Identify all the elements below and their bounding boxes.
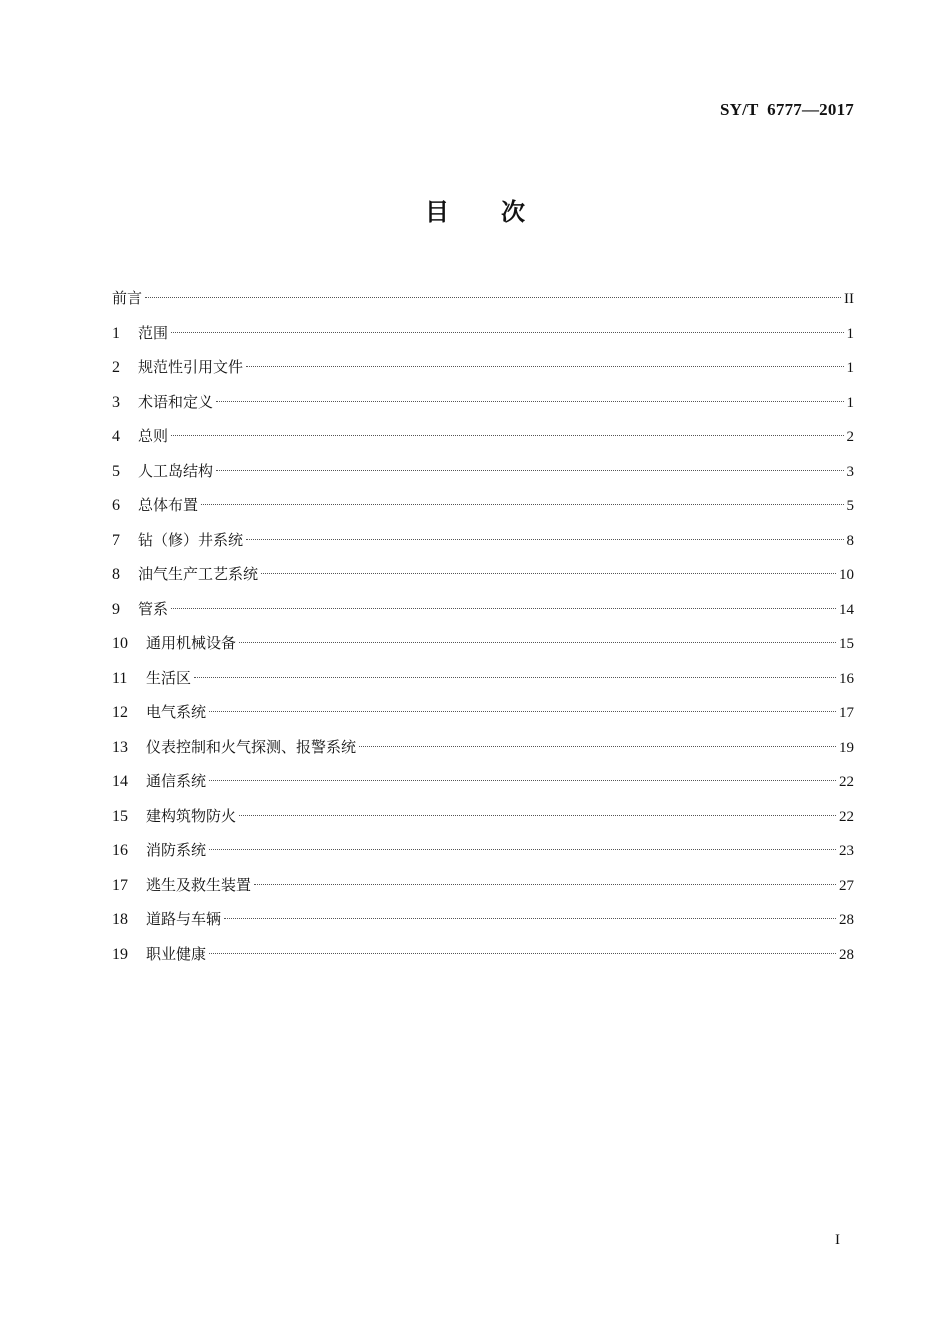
- toc-entry[interactable]: [112, 457, 854, 492]
- toc-entry-label: 道路与车辆: [146, 910, 222, 928]
- toc-entry-number: 9: [112, 600, 120, 618]
- dot-leader: [171, 332, 843, 333]
- dot-leader: [246, 539, 843, 540]
- standard-code: SY/T 6777—2017: [720, 100, 854, 119]
- toc-entry-page: 28: [839, 946, 854, 963]
- toc-entry-label: 范围: [138, 323, 169, 342]
- dot-leader: [239, 815, 836, 816]
- dot-leader: [239, 642, 836, 643]
- toc-entry-label: 通信系统: [146, 772, 207, 790]
- toc-entry-page: 10: [839, 567, 854, 583]
- toc-entry-number: 8: [112, 566, 120, 583]
- dot-leader: [359, 746, 836, 747]
- toc-entry-label: 油气生产工艺系统: [138, 565, 259, 583]
- toc-entry-foreword[interactable]: [112, 284, 854, 319]
- toc-entry-page: 19: [839, 739, 854, 756]
- toc-entry-label: 消防系统: [146, 841, 207, 859]
- toc-entry[interactable]: [112, 526, 854, 561]
- dot-leader: [201, 504, 843, 505]
- toc-entry[interactable]: [112, 353, 854, 388]
- toc-entry[interactable]: [112, 422, 854, 457]
- toc-title-char: 目: [425, 198, 449, 226]
- toc-entry[interactable]: [112, 629, 854, 664]
- dot-leader: [216, 470, 843, 471]
- toc-entry[interactable]: [112, 388, 854, 423]
- toc-entry-number: 5: [112, 462, 120, 480]
- toc-entry-page: 1: [846, 394, 854, 411]
- toc-entry-label: 总则: [138, 427, 169, 445]
- toc-entry-page: 22: [839, 774, 854, 790]
- toc-entry-page: 22: [839, 808, 854, 825]
- toc-entry-label: 职业健康: [146, 944, 207, 963]
- toc-entry-number: 11: [112, 669, 128, 687]
- toc-entry-page: 23: [839, 843, 854, 859]
- table-of-contents: [112, 284, 854, 974]
- toc-entry-number: 16: [112, 842, 128, 859]
- dot-leader: [224, 918, 836, 919]
- toc-entry-number: 13: [112, 738, 128, 756]
- toc-entry-label: 术语和定义: [138, 392, 214, 411]
- toc-entry-number: 3: [112, 393, 120, 411]
- dot-leader: [209, 849, 836, 850]
- toc-entry-number: 17: [112, 876, 128, 894]
- toc-entry-label: 建构筑物防火: [146, 806, 237, 825]
- toc-entry-label: 前言: [112, 289, 143, 307]
- toc-entry[interactable]: [112, 698, 854, 733]
- toc-entry[interactable]: [112, 664, 854, 699]
- toc-title-char: 次: [501, 198, 525, 226]
- toc-entry[interactable]: [112, 940, 854, 975]
- toc-entry-page: 1: [846, 325, 854, 342]
- toc-entry-number: 2: [112, 359, 120, 376]
- toc-entry-page: 15: [839, 636, 854, 652]
- dot-leader: [209, 711, 836, 712]
- toc-entry-number: 10: [112, 635, 128, 652]
- toc-entry-page: 28: [839, 912, 854, 928]
- dot-leader: [194, 677, 836, 678]
- toc-entry[interactable]: [112, 871, 854, 906]
- toc-entry-label: 规范性引用文件: [138, 358, 244, 376]
- toc-entry-label: 仪表控制和火气探测、报警系统: [146, 737, 357, 756]
- toc-entry-label: 电气系统: [146, 703, 207, 721]
- toc-entry-page: 1: [846, 360, 854, 376]
- dot-leader: [171, 435, 843, 436]
- toc-entry-number: 7: [112, 531, 120, 549]
- toc-entry[interactable]: [112, 560, 854, 595]
- toc-entry-page: 8: [846, 532, 854, 549]
- toc-entry-label: 逃生及救生装置: [146, 875, 252, 894]
- page-number: I: [835, 1232, 840, 1248]
- toc-entry-page: 14: [839, 601, 854, 618]
- dot-leader: [254, 884, 836, 885]
- toc-entry[interactable]: [112, 802, 854, 837]
- toc-entry-page: II: [844, 291, 854, 307]
- dot-leader: [145, 297, 841, 298]
- toc-entry[interactable]: [112, 319, 854, 354]
- toc-entry-number: 4: [112, 428, 120, 445]
- toc-entry[interactable]: [112, 595, 854, 630]
- dot-leader: [209, 780, 836, 781]
- dot-leader: [216, 401, 843, 402]
- toc-entry-number: 12: [112, 704, 128, 721]
- toc-entry-label: 管系: [138, 599, 169, 618]
- toc-entry[interactable]: [112, 836, 854, 871]
- toc-entry-page: 5: [846, 498, 854, 514]
- toc-entry-label: 钻（修）井系统: [138, 530, 244, 549]
- toc-entry[interactable]: [112, 767, 854, 802]
- toc-entry-label: 总体布置: [138, 496, 199, 514]
- toc-entry-label: 生活区: [146, 668, 192, 687]
- toc-entry-page: 2: [846, 429, 854, 445]
- toc-entry-page: 16: [839, 670, 854, 687]
- toc-entry[interactable]: [112, 905, 854, 940]
- toc-entry-page: 17: [839, 705, 854, 721]
- toc-entry-number: 6: [112, 497, 120, 514]
- toc-title: [0, 192, 950, 227]
- toc-entry-label: 人工岛结构: [138, 461, 214, 480]
- dot-leader: [209, 953, 836, 954]
- toc-entry-page: 27: [839, 877, 854, 894]
- toc-entry-label: 通用机械设备: [146, 634, 237, 652]
- dot-leader: [261, 573, 836, 574]
- toc-entry[interactable]: [112, 733, 854, 768]
- toc-entry-number: 15: [112, 807, 128, 825]
- toc-entry-number: 14: [112, 773, 128, 790]
- dot-leader: [171, 608, 836, 609]
- toc-entry-number: 18: [112, 911, 128, 928]
- toc-entry-number: 19: [112, 945, 128, 963]
- toc-entry-page: 3: [846, 463, 854, 480]
- toc-entry[interactable]: [112, 491, 854, 526]
- toc-entry-number: 1: [112, 324, 120, 342]
- dot-leader: [246, 366, 843, 367]
